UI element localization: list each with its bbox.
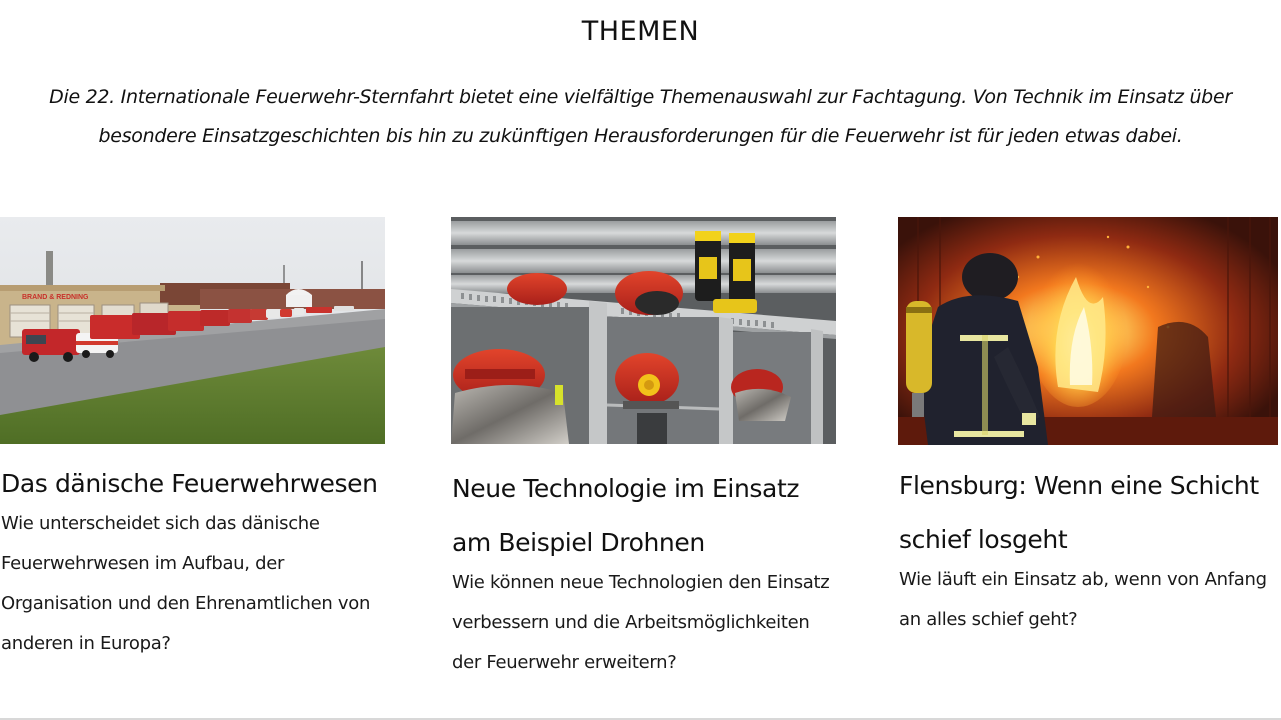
topic-card-danish-fire-service[interactable] — [0, 217, 385, 664]
card-description: Wie unterscheidet sich das dänische Feuerwehrwesen im Aufbau, der Organisation und den Ehrenamtlichen von anderen in Europa? — [1, 513, 371, 654]
firefighter-fire-image[interactable] — [898, 217, 1278, 445]
helmet-lockers-photo — [451, 217, 836, 444]
fire-station-image[interactable] — [0, 217, 385, 444]
brand-redning-sign: BRAND & REDNING — [22, 294, 89, 301]
card-title[interactable]: Das dänische Feuerwehrwesen — [1, 469, 378, 498]
card-description: Wie läuft ein Einsatz ab, wenn von Anfang an alles schief geht? — [899, 569, 1267, 630]
firefighter-fire-photo — [898, 217, 1278, 445]
fire-station-photo — [0, 217, 385, 444]
section-title: THEMEN — [581, 16, 700, 47]
helmet-lockers-image[interactable] — [451, 217, 836, 444]
section-intro: Die 22. Internationale Feuerwehr-Sternfahrt bietet eine vielfältige Themenauswahl zur Fachtagung. Von Technik im Einsatz über besondere Einsatzgeschichten bis hin zu zukünftigen Herausforderungen für die Feuerwehr ist für jeden etwas dabei. — [49, 86, 1232, 147]
card-title[interactable]: Flensburg: Wenn eine Schicht schief losgeht — [899, 471, 1259, 554]
card-title[interactable]: Neue Technologie im Einsatz am Beispiel Drohnen — [452, 474, 800, 557]
card-description: Wie können neue Technologien den Einsatz verbessern und die Arbeitsmöglichkeiten der Feuerwehr erweitern? — [452, 572, 830, 673]
topic-card-drone-technology[interactable] — [451, 217, 836, 683]
topic-card-flensburg-shift[interactable] — [898, 217, 1278, 640]
